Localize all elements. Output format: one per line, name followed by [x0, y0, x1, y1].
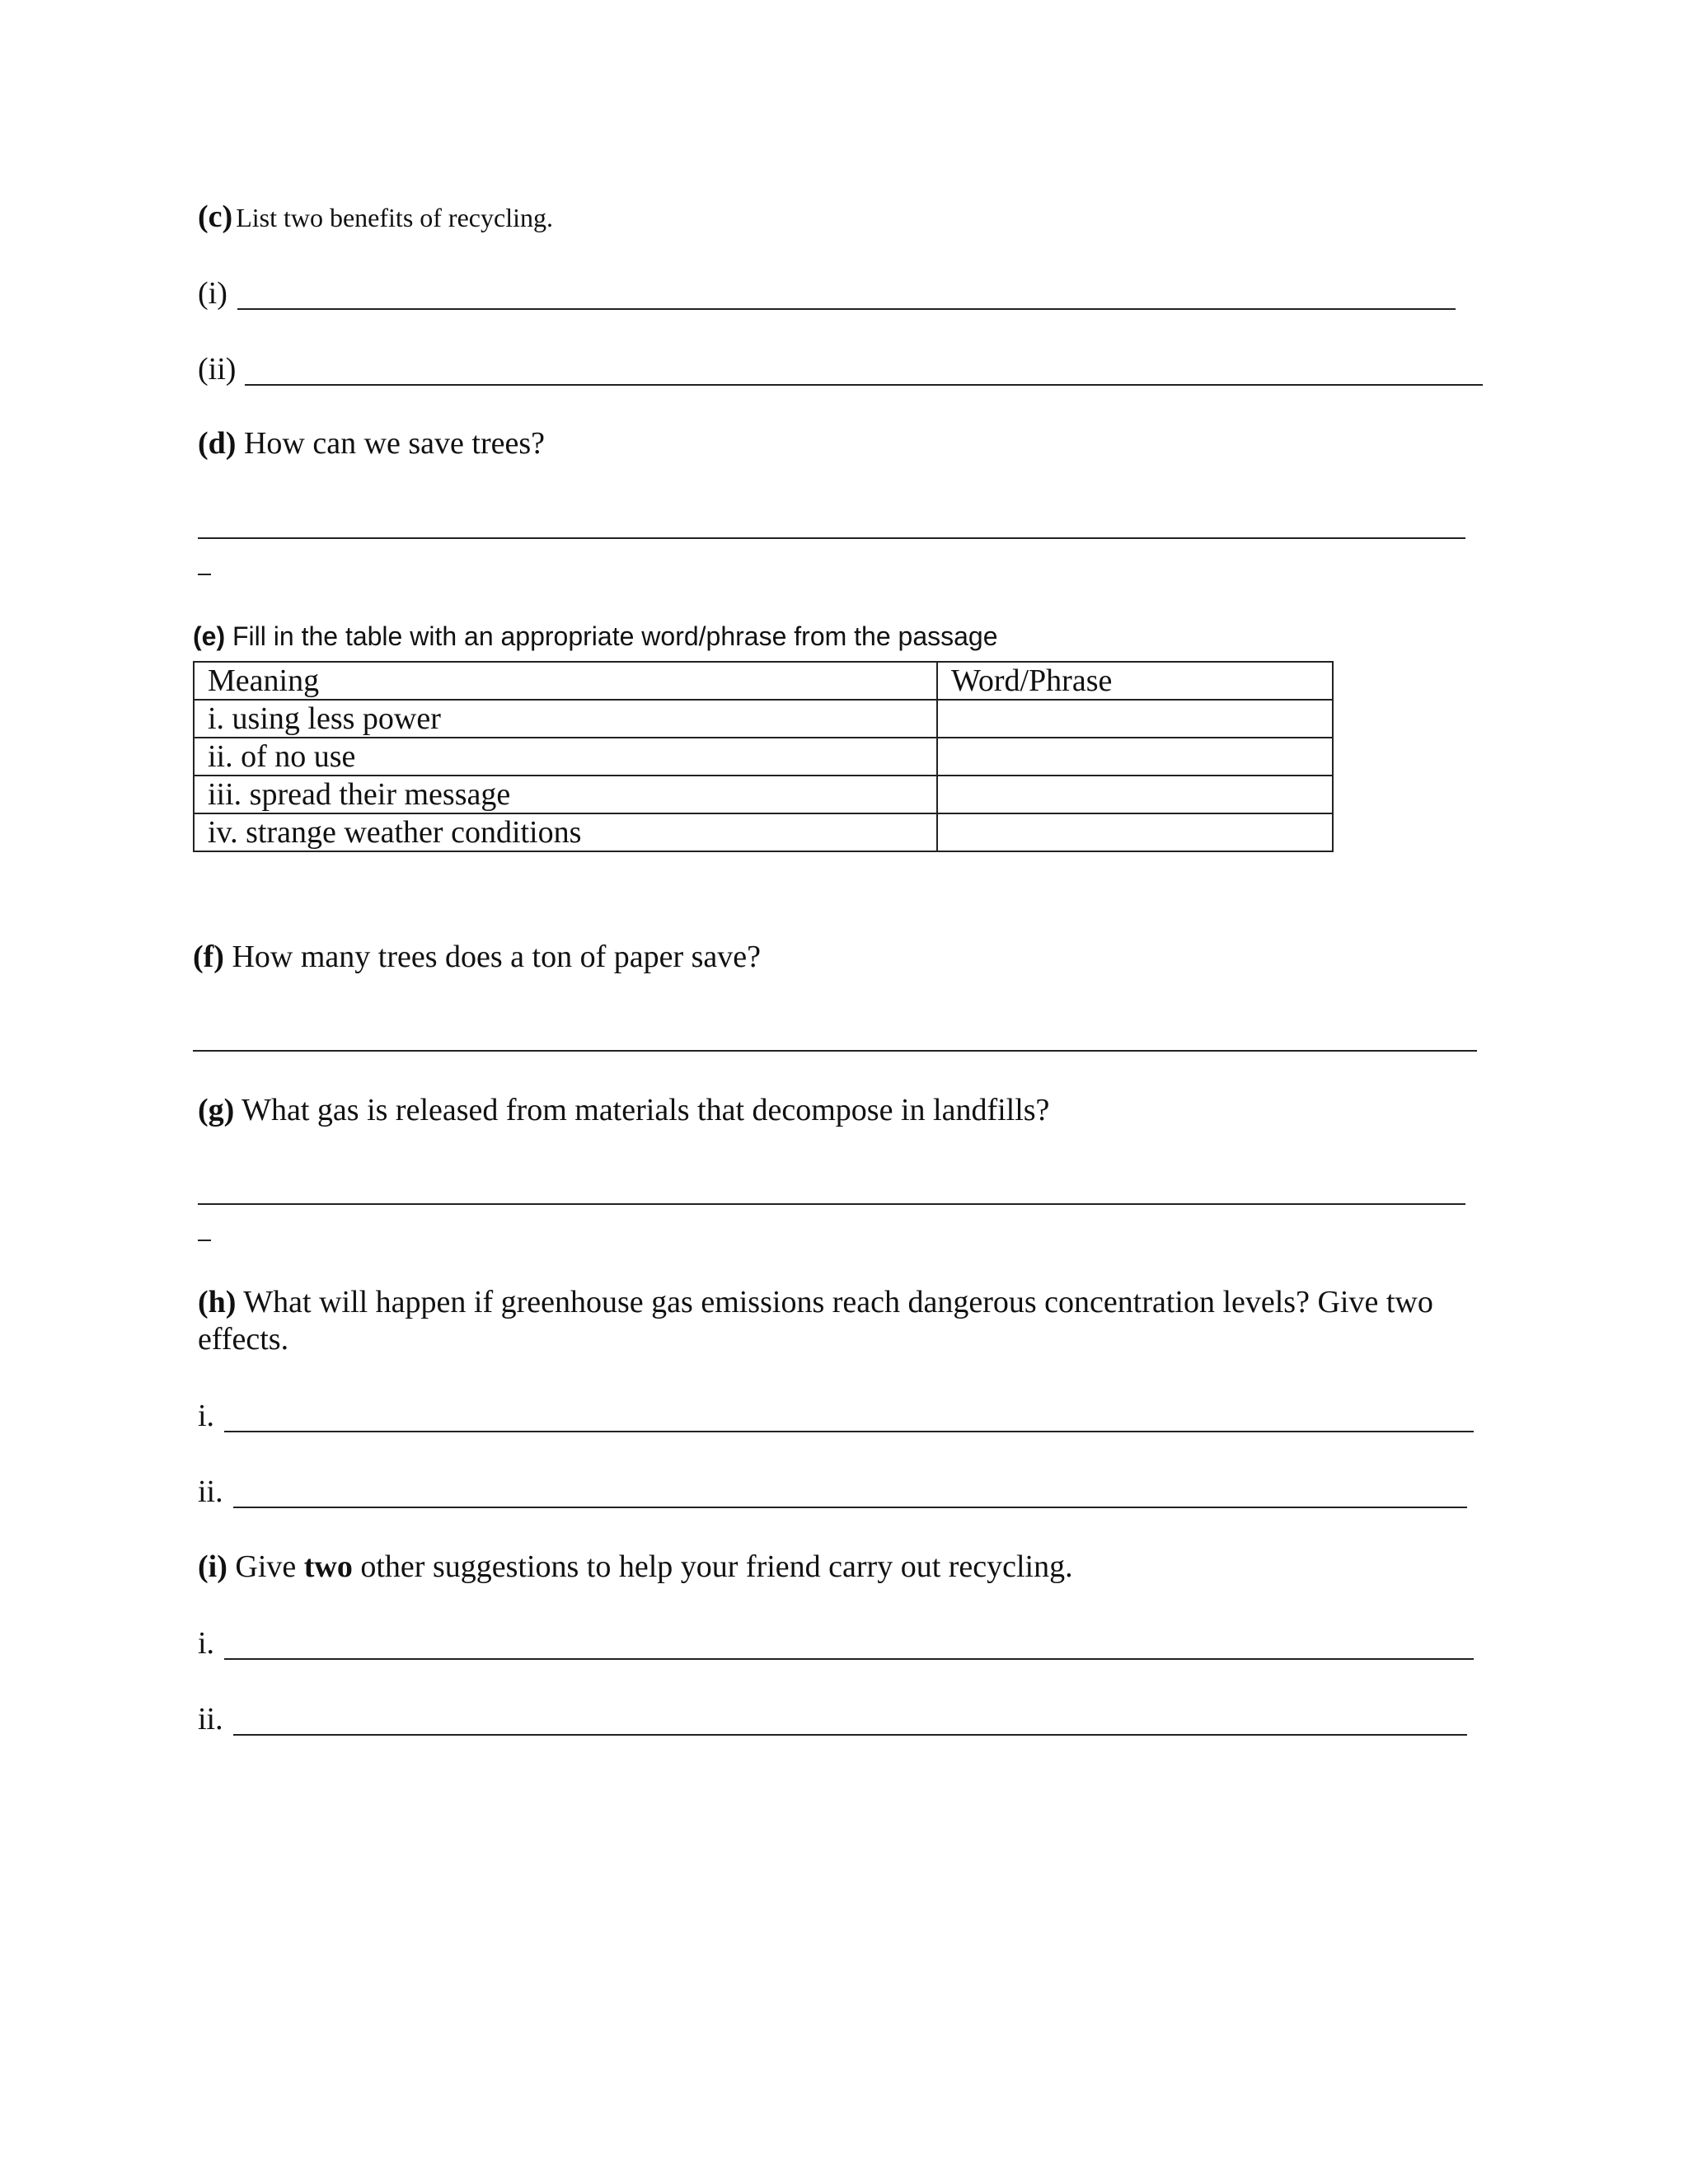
answer-g-line[interactable] — [198, 1203, 1465, 1205]
question-h-label: (h) — [198, 1285, 237, 1319]
answer-c-ii-line[interactable] — [245, 384, 1483, 386]
question-e — [193, 621, 998, 652]
question-e-text: Fill in the table with an appropriate word/phrase from the passage — [232, 621, 998, 651]
question-h — [198, 1284, 1484, 1358]
answer-i-ii-line[interactable] — [233, 1734, 1467, 1736]
answer-g-dash — [198, 1240, 211, 1241]
table-cell-answer[interactable] — [937, 738, 1333, 776]
question-f — [193, 940, 761, 976]
vocabulary-table — [193, 661, 1334, 852]
answer-h-ii-label: ii. — [198, 1474, 223, 1509]
table-row — [194, 738, 1333, 776]
table-cell-answer[interactable] — [937, 813, 1333, 851]
table-cell-answer[interactable] — [937, 776, 1333, 813]
table-cell-meaning: ii. of no use — [194, 738, 937, 776]
question-i-label: (i) — [198, 1549, 227, 1584]
answer-d-line[interactable] — [198, 537, 1465, 539]
question-c-text: List two benefits of recycling. — [236, 203, 553, 232]
answer-i-ii-label: ii. — [198, 1702, 223, 1736]
answer-h-ii-line[interactable] — [233, 1507, 1467, 1508]
answer-f-line[interactable] — [193, 1050, 1477, 1052]
table-cell-meaning: iii. spread their message — [194, 776, 937, 813]
question-d — [198, 426, 545, 462]
answer-h-i-label: i. — [198, 1399, 215, 1433]
question-e-label: (e) — [193, 621, 226, 651]
answer-c-i-line[interactable] — [237, 308, 1456, 310]
answer-i-i-line[interactable] — [224, 1658, 1474, 1660]
question-d-text: How can we save trees? — [243, 426, 545, 461]
question-c-label: (c) — [198, 199, 233, 234]
question-i-bold-word: two — [303, 1549, 353, 1584]
answer-d-dash — [198, 574, 211, 575]
question-i-text-before: Give — [235, 1549, 297, 1584]
table-row — [194, 776, 1333, 813]
question-i-text-after: other suggestions to help your friend carry out recycling. — [360, 1549, 1073, 1584]
question-g — [198, 1093, 1049, 1129]
answer-i-i-label: i. — [198, 1626, 215, 1661]
table-header-row — [194, 662, 1333, 700]
question-c — [198, 199, 553, 236]
question-h-text: What will happen if greenhouse gas emissions reach dangerous concentration levels? Give two effects. — [198, 1285, 1433, 1357]
answer-c-ii-label: (ii) — [198, 352, 237, 387]
question-f-text: How many trees does a ton of paper save? — [232, 940, 762, 974]
table-row — [194, 813, 1333, 851]
table-row — [194, 700, 1333, 738]
table-cell-meaning: iv. strange weather conditions — [194, 813, 937, 851]
table-header-meaning: Meaning — [194, 662, 937, 700]
table-cell-answer[interactable] — [937, 700, 1333, 738]
question-g-label: (g) — [198, 1093, 235, 1127]
table-cell-meaning: i. using less power — [194, 700, 937, 738]
table-header-word-phrase: Word/Phrase — [937, 662, 1333, 700]
question-f-label: (f) — [193, 940, 224, 974]
answer-h-i-line[interactable] — [224, 1431, 1474, 1432]
question-g-text: What gas is released from materials that decompose in landfills? — [241, 1093, 1050, 1127]
question-d-label: (d) — [198, 426, 237, 461]
question-i — [198, 1549, 1073, 1586]
answer-c-i-label: (i) — [198, 276, 227, 311]
